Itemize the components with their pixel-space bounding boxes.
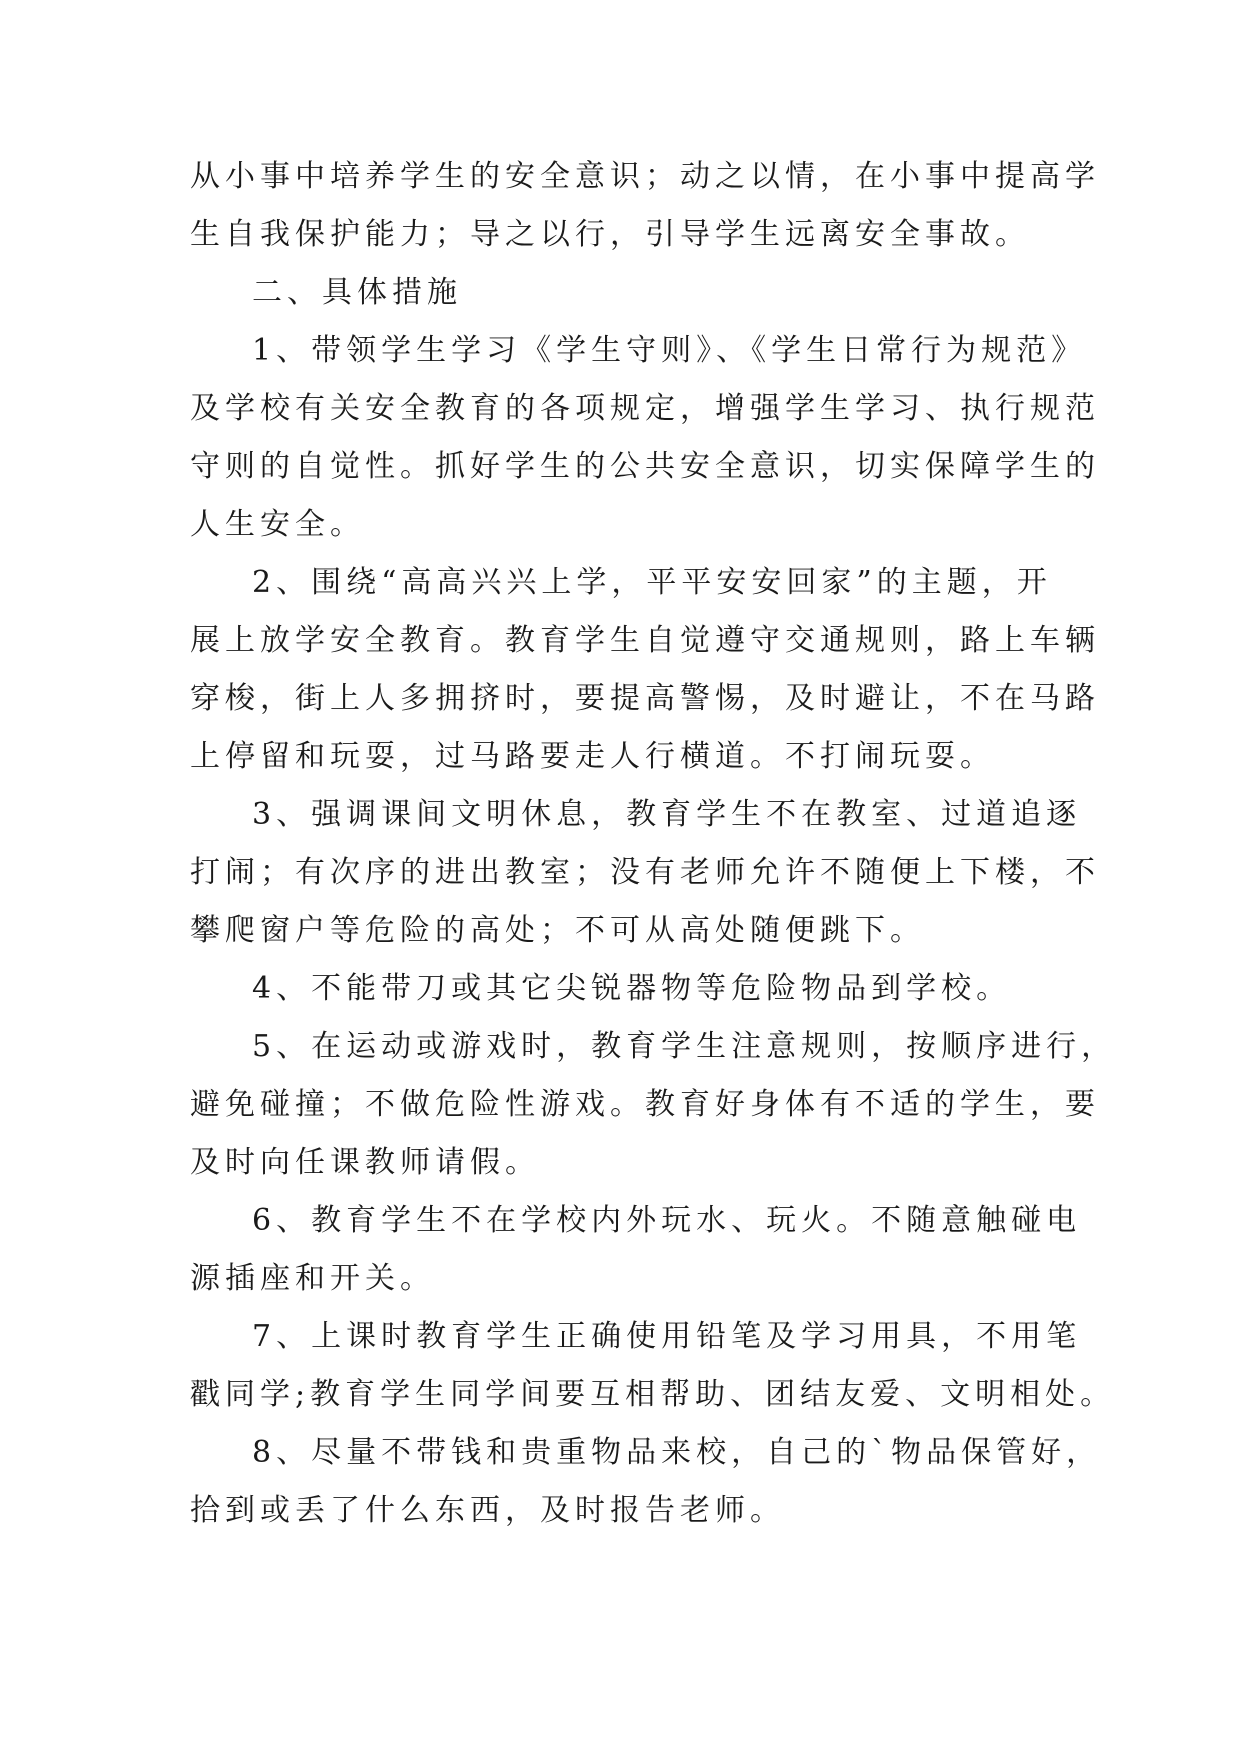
text-line: 及时向任课教师请假。 <box>190 1145 540 1180</box>
text-line: 避免碰撞；不做危险性游戏。教育好身体有不适的学生，要 <box>190 1087 1100 1122</box>
text-line: 从小事中培养学生的安全意识；动之以情，在小事中提高学 <box>190 159 1100 194</box>
text-line: 3、强调课间文明休息，教育学生不在教室、过道追逐 <box>252 797 1082 832</box>
text-line: 穿梭，街上人多拥挤时，要提高警惕，及时避让，不在马路 <box>190 681 1100 716</box>
section-heading: 二、具体措施 <box>252 275 462 310</box>
document-page <box>190 148 1117 1540</box>
text-line: 攀爬窗户等危险的高处；不可从高处随便跳下。 <box>190 913 925 948</box>
text-line: 守则的自觉性。抓好学生的公共安全意识，切实保障学生的 <box>190 449 1100 484</box>
text-line: 及学校有关安全教育的各项规定，增强学生学习、执行规范 <box>190 391 1100 426</box>
text-line: 生自我保护能力；导之以行，引导学生远离安全事故。 <box>190 217 1030 252</box>
text-line: 源插座和开关。 <box>190 1261 435 1296</box>
text-line: 人生安全。 <box>190 507 365 542</box>
text-line: 5、在运动或游戏时，教育学生注意规则，按顺序进行， <box>252 1029 1117 1064</box>
text-line: 拾到或丢了什么东西，及时报告老师。 <box>190 1493 785 1528</box>
text-line: 6、教育学生不在学校内外玩水、玩火。不随意触碰电 <box>252 1203 1082 1238</box>
text-line: 上停留和玩耍，过马路要走人行横道。不打闹玩耍。 <box>190 739 995 774</box>
text-line: 4、不能带刀或其它尖锐器物等危险物品到学校。 <box>252 971 1012 1006</box>
text-line: 展上放学安全教育。教育学生自觉遵守交通规则，路上车辆 <box>190 623 1100 658</box>
text-line: 戳同学;教育学生同学间要互相帮助、团结友爱、文明相处。 <box>190 1377 1116 1412</box>
text-line: 1、带领学生学习《学生守则》、《学生日常行为规范》 <box>252 333 1087 368</box>
text-line: 2、围绕“高高兴兴上学，平平安安回家”的主题，开 <box>252 565 1052 600</box>
text-line: 7、上课时教育学生正确使用铅笔及学习用具，不用笔 <box>252 1319 1082 1354</box>
text-line: 打闹；有次序的进出教室；没有老师允许不随便上下楼，不 <box>190 855 1100 890</box>
text-line: 8、尽量不带钱和贵重物品来校，自己的`物品保管好， <box>252 1435 1102 1470</box>
